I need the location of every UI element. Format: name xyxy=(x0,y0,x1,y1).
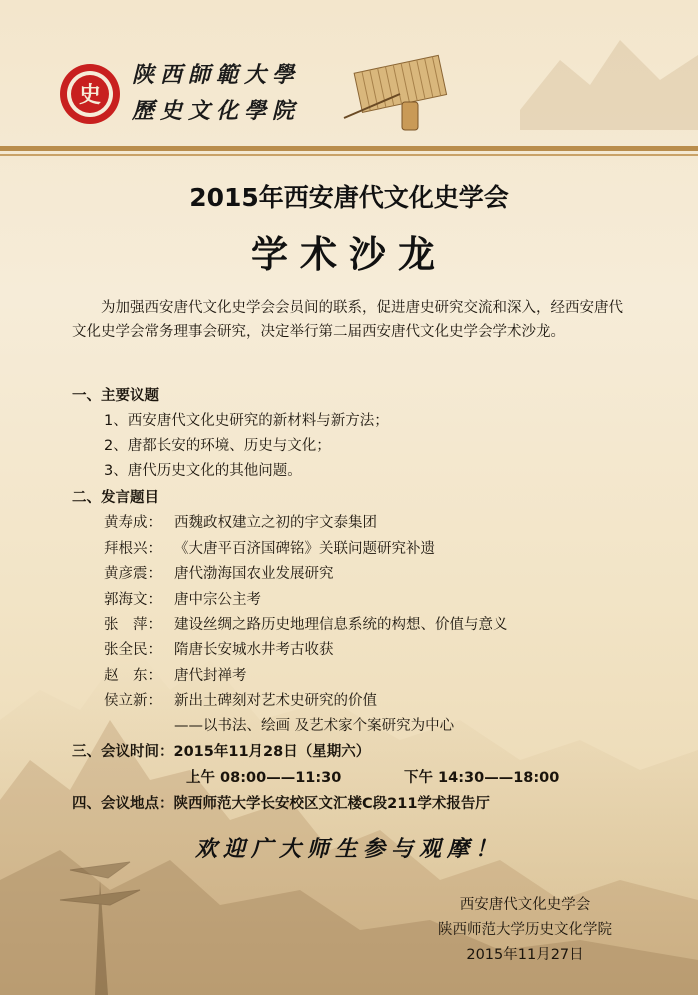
talk-item xyxy=(104,562,334,583)
topic-item: 2、唐都长安的环境、历史与文化； xyxy=(104,438,331,454)
bamboo-scroll-icon xyxy=(340,42,460,132)
speaker-name: 侯立新： xyxy=(104,693,162,709)
talk-item xyxy=(104,537,435,558)
institution-name-line1: 陕西師範大學 xyxy=(132,62,301,88)
header xyxy=(0,0,698,150)
seal-char: 史 xyxy=(78,82,102,108)
organizer-1: 西安唐代文化史学会 xyxy=(459,897,591,913)
poster-subtitle: 学术沙龙 xyxy=(251,233,447,276)
time-morning: 上午 08:00——11:30 xyxy=(186,770,342,786)
header-rule-thin xyxy=(0,154,698,156)
talk-item xyxy=(104,664,247,685)
place-heading: 四、会议地点：陕西师范大学长安校区文汇楼C段211学术报告厅 xyxy=(72,796,490,812)
talk-title: 《大唐平百济国碑铭》关联问题研究补遗 xyxy=(174,541,435,557)
talk-item xyxy=(104,689,377,710)
speaker-name: 黄彦震： xyxy=(104,566,162,582)
issue-date: 2015年11月27日 xyxy=(466,947,584,963)
speaker-name: 黄寿成： xyxy=(104,515,162,531)
talks-heading: 二、发言题目 xyxy=(72,490,159,506)
talk-title: 新出土碑刻对艺术史研究的价值 xyxy=(174,693,377,709)
organizer-2: 陕西师范大学历史文化学院 xyxy=(438,922,612,938)
speaker-name: 张 萍： xyxy=(104,617,162,633)
talk-item xyxy=(104,613,508,634)
speaker-name: 张全民： xyxy=(104,642,162,658)
talk-item xyxy=(104,638,334,659)
intro-paragraph: 为加强西安唐代文化史学会会员间的联系，促进唐史研究交流和深入，经西安唐代文化史学会常务理事会研究，决定举行第二届西安唐代文化史学会学术沙龙。 xyxy=(72,300,623,340)
talk-title: 唐中宗公主考 xyxy=(174,592,261,608)
talk-title: 隋唐长安城水井考古收获 xyxy=(174,642,334,658)
talk-subtitle: ——以书法、绘画 及艺术家个案研究为中心 xyxy=(174,718,455,734)
talk-title: 唐代渤海国农业发展研究 xyxy=(174,566,334,582)
speaker-name: 赵 东： xyxy=(104,668,162,684)
topic-item: 3、唐代历史文化的其他问题。 xyxy=(104,463,302,479)
talk-item xyxy=(104,588,261,609)
talk-title: 西魏政权建立之初的宇文泰集团 xyxy=(174,515,377,531)
talk-item xyxy=(104,511,377,532)
speaker-name: 拜根兴： xyxy=(104,541,162,557)
speaker-name: 郭海文： xyxy=(104,592,162,608)
topics-heading: 一、主要议题 xyxy=(72,388,159,404)
header-rule xyxy=(0,146,698,151)
time-afternoon: 下午 14:30——18:00 xyxy=(404,770,560,786)
talk-title: 建设丝绸之路历史地理信息系统的构想、价值与意义 xyxy=(174,617,508,633)
university-seal-icon xyxy=(58,62,122,126)
poster-title: 2015年西安唐代文化史学会 xyxy=(189,183,509,212)
institution-name-line2: 歷史文化學院 xyxy=(132,98,301,124)
talk-title: 唐代封禅考 xyxy=(174,668,247,684)
topic-item: 1、西安唐代文化史研究的新材料与新方法； xyxy=(104,413,389,429)
welcome-message: 欢迎广大师生参与观摩！ xyxy=(194,836,503,862)
time-heading: 三、会议时间：2015年11月28日（星期六） xyxy=(72,744,371,760)
